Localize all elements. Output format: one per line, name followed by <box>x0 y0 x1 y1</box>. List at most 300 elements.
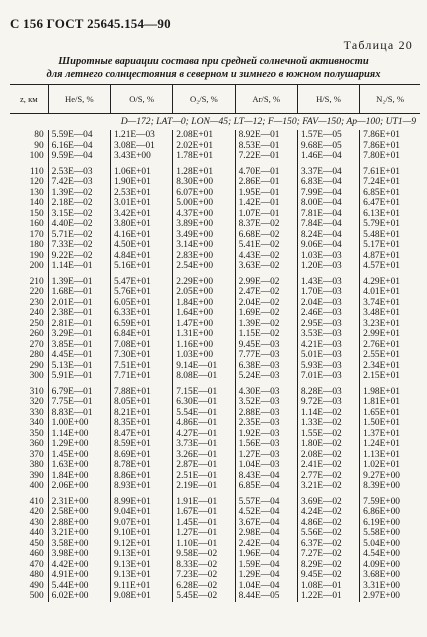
value-cell: 1.43E—03 <box>297 277 359 288</box>
altitude-cell: 390 <box>29 470 44 481</box>
altitude-cell: 400 <box>29 481 44 491</box>
value-cell: 6.07E+00 <box>173 188 235 199</box>
value-cell: 5.24E—03 <box>235 371 297 382</box>
value-cell: 2.06E+00 <box>48 481 110 492</box>
value-cell: 1.84E+00 <box>48 471 110 482</box>
value-cell: 7.84E—04 <box>297 219 359 230</box>
value-cell: 1.04E—03 <box>235 460 297 471</box>
value-cell: 2.55E+01 <box>360 350 420 361</box>
table-row <box>10 277 420 288</box>
value-cell: 7.33E—02 <box>48 240 110 251</box>
altitude-cell: 330 <box>29 407 44 418</box>
value-cell: 9.08E+01 <box>110 591 172 602</box>
value-cell: 6.19E+00 <box>360 518 420 529</box>
value-cell: 8.59E+01 <box>110 439 172 450</box>
value-cell: 5.47E+01 <box>110 277 172 288</box>
value-cell: 9.72E—03 <box>297 397 359 408</box>
table-row <box>10 287 420 298</box>
value-cell: 8.39E+00 <box>360 481 420 492</box>
value-cell: 1.81E+01 <box>360 397 420 408</box>
value-cell: 1.27E—01 <box>173 528 235 539</box>
value-cell: 2.05E+00 <box>173 287 235 298</box>
altitude-cell: 120 <box>29 177 44 187</box>
value-cell: 1.63E+00 <box>48 460 110 471</box>
value-cell: 3.67E—04 <box>235 518 297 529</box>
value-cell: 8.43E—04 <box>235 471 297 482</box>
value-cell: 8.08E—01 <box>173 371 235 382</box>
value-cell: 1.57E—05 <box>297 130 359 141</box>
table-row <box>10 340 420 351</box>
table-row <box>10 130 420 141</box>
value-cell: 2.35E—03 <box>235 418 297 429</box>
value-cell: 7.42E—03 <box>48 177 110 188</box>
value-cell: 1.90E+01 <box>110 177 172 188</box>
value-cell: 2.01E—01 <box>48 298 110 309</box>
value-cell: 5.58E+00 <box>360 528 420 539</box>
value-cell: 9.59E—04 <box>48 151 110 162</box>
table-row <box>10 518 420 529</box>
value-cell: 3.43E+00 <box>110 151 172 162</box>
value-cell: 7.81E—04 <box>297 209 359 220</box>
value-cell: 1.07E—01 <box>235 209 297 220</box>
value-cell: 1.96E—04 <box>235 549 297 560</box>
value-cell: 9.14E—01 <box>173 361 235 372</box>
value-cell: 6.16E—04 <box>48 141 110 152</box>
value-cell: 3.68E+00 <box>360 570 420 581</box>
value-cell: 2.08E—02 <box>297 450 359 461</box>
value-cell: 6.02E+00 <box>48 591 110 602</box>
value-cell: 5.59E—04 <box>48 130 110 141</box>
table-row <box>10 471 420 482</box>
value-cell: 8.93E+01 <box>110 481 172 492</box>
value-cell: 4.09E+00 <box>360 560 420 571</box>
table-row <box>10 371 420 382</box>
altitude-cell: 430 <box>29 517 44 528</box>
value-cell: 9.27E+00 <box>360 471 420 482</box>
table-row <box>10 350 420 361</box>
value-cell: 3.73E—01 <box>173 439 235 450</box>
value-cell: 8.33E—02 <box>173 560 235 571</box>
value-cell: 1.16E+00 <box>173 340 235 351</box>
value-cell: 1.27E—03 <box>235 450 297 461</box>
value-cell: 2.54E+00 <box>173 261 235 272</box>
altitude-cell: 280 <box>29 350 44 360</box>
altitude-cell: 230 <box>29 297 44 308</box>
value-cell: 4.50E+01 <box>110 240 172 251</box>
value-cell: 3.48E+01 <box>360 308 420 319</box>
table-row <box>10 549 420 560</box>
value-cell: 1.80E—02 <box>297 439 359 450</box>
altitude-cell: 180 <box>29 240 44 250</box>
value-cell: 2.08E+01 <box>173 130 235 141</box>
table-row <box>10 209 420 220</box>
value-cell: 2.38E—01 <box>48 308 110 319</box>
value-cell: 4.70E—01 <box>235 167 297 178</box>
value-cell: 1.20E—03 <box>297 261 359 272</box>
page-header: С 156 ГОСТ 25645.154—90 <box>10 16 171 31</box>
value-cell: 1.15E—02 <box>235 329 297 340</box>
value-cell: 3.53E—03 <box>297 329 359 340</box>
altitude-cell: 470 <box>29 559 44 570</box>
value-cell: 2.31E+00 <box>48 497 110 508</box>
table-row <box>10 151 420 162</box>
table-row <box>10 408 420 419</box>
value-cell: 1.02E+01 <box>360 460 420 471</box>
value-cell: 3.15E—02 <box>48 209 110 220</box>
value-cell: 5.93E—03 <box>297 361 359 372</box>
value-cell: 1.45E+00 <box>48 450 110 461</box>
value-cell: 1.59E—04 <box>235 560 297 571</box>
table-label: Таблица 20 <box>343 38 413 52</box>
value-cell: 5.41E—02 <box>235 240 297 251</box>
value-cell: 3.63E—02 <box>235 261 297 272</box>
value-cell: 8.92E—01 <box>235 130 297 141</box>
value-cell: 8.44E—05 <box>235 591 297 602</box>
value-cell: 1.98E+01 <box>360 387 420 398</box>
value-cell: 6.83E—04 <box>297 177 359 188</box>
value-cell: 4.37E+00 <box>173 209 235 220</box>
value-cell: 7.23E—02 <box>173 570 235 581</box>
value-cell: 2.51E—01 <box>173 471 235 482</box>
column-header: O/S, % <box>110 85 172 114</box>
value-cell: 2.53E+01 <box>110 188 172 199</box>
column-header: He/S, % <box>48 85 110 114</box>
altitude-cell: 90 <box>34 140 44 151</box>
altitude-cell: 360 <box>29 439 44 449</box>
table-row <box>10 387 420 398</box>
altitude-cell: 320 <box>29 397 44 407</box>
table-row <box>10 418 420 429</box>
value-cell: 4.43E—02 <box>235 251 297 262</box>
value-cell: 9.58E—02 <box>173 549 235 560</box>
value-cell: 9.13E+01 <box>110 549 172 560</box>
value-cell: 4.16E+01 <box>110 230 172 241</box>
table-row <box>10 361 420 372</box>
value-cell: 9.07E+01 <box>110 518 172 529</box>
value-cell: 3.29E—01 <box>48 329 110 340</box>
value-cell: 7.61E+01 <box>360 167 420 178</box>
value-cell: 6.85E+01 <box>360 188 420 199</box>
value-cell: 2.88E—03 <box>235 408 297 419</box>
value-cell: 3.01E+01 <box>110 198 172 209</box>
column-header: H/S, % <box>297 85 359 114</box>
value-cell: 7.71E+01 <box>110 371 172 382</box>
altitude-cell: 450 <box>29 538 44 549</box>
altitude-cell: 190 <box>29 250 44 261</box>
value-cell: 4.30E—03 <box>235 387 297 398</box>
value-cell: 2.98E—04 <box>235 528 297 539</box>
value-cell: 5.76E+01 <box>110 287 172 298</box>
value-cell: 8.53E—01 <box>235 141 297 152</box>
value-cell: 3.21E+00 <box>48 528 110 539</box>
value-cell: 4.29E+01 <box>360 277 420 288</box>
altitude-cell: 440 <box>29 528 44 538</box>
value-cell: 1.22E—01 <box>297 591 359 602</box>
caption-line-1: Широтные вариации состава при средней солнечной активности <box>58 56 369 67</box>
value-cell: 2.81E—01 <box>48 319 110 330</box>
value-cell: 9.68E—05 <box>297 141 359 152</box>
value-cell: 4.24E—02 <box>297 507 359 518</box>
value-cell: 5.71E—02 <box>48 230 110 241</box>
altitude-cell: 240 <box>29 308 44 318</box>
value-cell: 3.49E+00 <box>173 230 235 241</box>
altitude-cell: 260 <box>29 329 44 339</box>
value-cell: 1.03E+00 <box>173 350 235 361</box>
value-cell: 1.21E—03 <box>110 130 172 141</box>
value-cell: 1.50E+01 <box>360 418 420 429</box>
value-cell: 6.59E+01 <box>110 319 172 330</box>
table-row <box>10 539 420 550</box>
value-cell: 3.14E+00 <box>173 240 235 251</box>
value-cell: 6.37E—02 <box>297 539 359 550</box>
value-cell: 2.86E—01 <box>235 177 297 188</box>
caption-line-2: для летнего солнцестояния в северном и зимнего в южном полушариях <box>46 69 381 80</box>
altitude-cell: 310 <box>29 386 44 397</box>
value-cell: 3.37E—04 <box>297 167 359 178</box>
table-row <box>10 261 420 272</box>
value-cell: 1.10E—01 <box>173 539 235 550</box>
altitude-cell: 170 <box>29 229 44 240</box>
value-cell: 7.01E—03 <box>297 371 359 382</box>
value-cell: 1.14E—01 <box>48 261 110 272</box>
value-cell: 7.75E—01 <box>48 397 110 408</box>
value-cell: 1.45E—01 <box>173 518 235 529</box>
value-cell: 3.23E+01 <box>360 319 420 330</box>
table-caption <box>0 55 427 81</box>
value-cell: 4.54E+00 <box>360 549 420 560</box>
value-cell: 1.14E+00 <box>48 429 110 440</box>
value-cell: 3.42E+01 <box>110 209 172 220</box>
table-row <box>10 450 420 461</box>
value-cell: 4.84E+01 <box>110 251 172 262</box>
value-cell: 5.04E+00 <box>360 539 420 550</box>
value-cell: 3.52E—03 <box>235 397 297 408</box>
value-cell: 9.06E—04 <box>297 240 359 251</box>
value-cell: 4.86E—01 <box>173 418 235 429</box>
value-cell: 9.22E—02 <box>48 251 110 262</box>
table-row <box>10 581 420 592</box>
value-cell: 5.57E—04 <box>235 497 297 508</box>
altitude-cell: 110 <box>29 166 44 177</box>
value-cell: 1.69E—02 <box>235 308 297 319</box>
table-row <box>10 177 420 188</box>
value-cell: 7.86E+01 <box>360 141 420 152</box>
value-cell: 2.41E—02 <box>297 460 359 471</box>
value-cell: 3.89E+00 <box>173 219 235 230</box>
value-cell: 6.33E+01 <box>110 308 172 319</box>
value-cell: 7.77E—03 <box>235 350 297 361</box>
value-cell: 2.88E+00 <box>48 518 110 529</box>
altitude-cell: 290 <box>29 360 44 371</box>
value-cell: 1.39E—02 <box>235 319 297 330</box>
value-cell: 2.04E—03 <box>297 298 359 309</box>
altitude-cell: 250 <box>29 318 44 329</box>
value-cell: 2.83E+00 <box>173 251 235 262</box>
value-cell: 1.24E+01 <box>360 439 420 450</box>
value-cell: 8.29E—02 <box>297 560 359 571</box>
value-cell: 4.87E+01 <box>360 251 420 262</box>
altitude-cell: 340 <box>29 418 44 428</box>
value-cell: 4.42E+00 <box>48 560 110 571</box>
table-row <box>10 298 420 309</box>
altitude-cell: 350 <box>29 428 44 439</box>
column-header: N₂/S, % <box>360 85 420 114</box>
value-cell: 1.47E+00 <box>173 319 235 330</box>
column-header: z, км <box>10 85 48 114</box>
value-cell: 1.46E—04 <box>297 151 359 162</box>
value-cell: 7.30E+01 <box>110 350 172 361</box>
value-cell: 1.39E—01 <box>48 277 110 288</box>
value-cell: 1.31E+00 <box>173 329 235 340</box>
altitude-cell: 210 <box>29 276 44 287</box>
value-cell: 2.19E—01 <box>173 481 235 492</box>
altitude-cell: 130 <box>29 187 44 198</box>
value-cell: 5.17E+01 <box>360 240 420 251</box>
value-cell: 1.03E—03 <box>297 251 359 262</box>
value-cell: 5.45E—02 <box>173 591 235 602</box>
value-cell: 1.08E—01 <box>297 581 359 592</box>
value-cell: 8.28E—03 <box>297 387 359 398</box>
table-row <box>10 507 420 518</box>
value-cell: 1.95E—01 <box>235 188 297 199</box>
value-cell: 4.40E—02 <box>48 219 110 230</box>
value-cell: 2.46E—03 <box>297 308 359 319</box>
value-cell: 8.24E—04 <box>297 230 359 241</box>
value-cell: 9.04E+01 <box>110 507 172 518</box>
table-row <box>10 497 420 508</box>
value-cell: 5.79E+01 <box>360 219 420 230</box>
table-row <box>10 188 420 199</box>
value-cell: 4.86E—02 <box>297 518 359 529</box>
value-cell: 1.91E—01 <box>173 497 235 508</box>
header-row <box>10 85 420 114</box>
value-cell: 8.69E+01 <box>110 450 172 461</box>
table-body <box>10 114 420 602</box>
value-cell: 8.99E+01 <box>110 497 172 508</box>
value-cell: 8.05E+01 <box>110 397 172 408</box>
value-cell: 8.47E+01 <box>110 429 172 440</box>
altitude-cell: 500 <box>29 591 44 601</box>
value-cell: 7.86E+01 <box>360 130 420 141</box>
value-cell: 1.92E—03 <box>235 429 297 440</box>
value-cell: 1.64E+00 <box>173 308 235 319</box>
value-cell: 4.45E—01 <box>48 350 110 361</box>
value-cell: 8.86E+01 <box>110 471 172 482</box>
value-cell: 3.69E—02 <box>297 497 359 508</box>
value-cell: 2.97E+00 <box>360 591 420 602</box>
value-cell: 1.42E—01 <box>235 198 297 209</box>
table-row <box>10 329 420 340</box>
table-row <box>10 528 420 539</box>
altitude-cell: 300 <box>29 371 44 381</box>
value-cell: 1.68E—01 <box>48 287 110 298</box>
altitude-cell: 270 <box>29 339 44 350</box>
value-cell: 2.77E—02 <box>297 471 359 482</box>
value-cell: 8.37E—02 <box>235 219 297 230</box>
value-cell: 9.12E+01 <box>110 539 172 550</box>
table-row <box>10 240 420 251</box>
value-cell: 7.88E+01 <box>110 387 172 398</box>
value-cell: 1.04E—04 <box>235 581 297 592</box>
value-cell: 4.52E—04 <box>235 507 297 518</box>
value-cell: 2.18E—02 <box>48 198 110 209</box>
condition-text: D—172; LAT—0; LON—45; LT—12; F—150; FAV—150; Ap—100; UT1—9 <box>120 116 416 127</box>
table-row <box>10 230 420 241</box>
table-row <box>10 397 420 408</box>
value-cell: 6.13E+01 <box>360 209 420 220</box>
value-cell: 2.15E+01 <box>360 371 420 382</box>
value-cell: 7.51E+01 <box>110 361 172 372</box>
value-cell: 9.10E+01 <box>110 528 172 539</box>
composition-table <box>10 84 420 602</box>
value-cell: 3.26E—01 <box>173 450 235 461</box>
table-row <box>10 167 420 178</box>
value-cell: 6.30E—01 <box>173 397 235 408</box>
value-cell: 7.80E+01 <box>360 151 420 162</box>
value-cell: 1.28E+01 <box>173 167 235 178</box>
table-row <box>10 439 420 450</box>
value-cell: 1.33E—02 <box>297 418 359 429</box>
value-cell: 3.85E—01 <box>48 340 110 351</box>
altitude-cell: 460 <box>29 549 44 559</box>
value-cell: 1.29E+00 <box>48 439 110 450</box>
altitude-cell: 200 <box>29 261 44 271</box>
table-row <box>10 319 420 330</box>
altitude-cell: 490 <box>29 580 44 591</box>
value-cell: 2.53E—03 <box>48 167 110 178</box>
altitude-cell: 100 <box>29 151 44 161</box>
value-cell: 2.95E—03 <box>297 319 359 330</box>
table-row <box>10 560 420 571</box>
value-cell: 5.00E+00 <box>173 198 235 209</box>
table-row <box>10 308 420 319</box>
value-cell: 2.58E+00 <box>48 507 110 518</box>
table-row <box>10 198 420 209</box>
table-row <box>10 251 420 262</box>
value-cell: 6.85E—04 <box>235 481 297 492</box>
table-row <box>10 460 420 471</box>
value-cell: 7.22E—01 <box>235 151 297 162</box>
value-cell: 2.87E—01 <box>173 460 235 471</box>
value-cell: 8.78E+01 <box>110 460 172 471</box>
value-cell: 1.56E—03 <box>235 439 297 450</box>
value-cell: 1.84E+00 <box>173 298 235 309</box>
value-cell: 5.16E+01 <box>110 261 172 272</box>
value-cell: 4.21E—03 <box>297 340 359 351</box>
value-cell: 6.38E—03 <box>235 361 297 372</box>
altitude-cell: 420 <box>29 507 44 517</box>
value-cell: 5.44E+00 <box>48 581 110 592</box>
value-cell: 7.59E+00 <box>360 497 420 508</box>
value-cell: 6.28E—02 <box>173 581 235 592</box>
value-cell: 6.68E—02 <box>235 230 297 241</box>
value-cell: 4.01E+01 <box>360 287 420 298</box>
value-cell: 5.01E—03 <box>297 350 359 361</box>
condition-row <box>10 114 420 131</box>
table-row <box>10 481 420 492</box>
value-cell: 9.45E—02 <box>297 570 359 581</box>
value-cell: 2.02E+01 <box>173 141 235 152</box>
value-cell: 6.47E+01 <box>360 198 420 209</box>
value-cell: 7.27E—02 <box>297 549 359 560</box>
value-cell: 3.80E+01 <box>110 219 172 230</box>
value-cell: 2.99E+01 <box>360 329 420 340</box>
value-cell: 1.00E+00 <box>48 418 110 429</box>
value-cell: 1.13E+01 <box>360 450 420 461</box>
value-cell: 7.24E+01 <box>360 177 420 188</box>
value-cell: 4.27E—01 <box>173 429 235 440</box>
value-cell: 2.47E—02 <box>235 287 297 298</box>
